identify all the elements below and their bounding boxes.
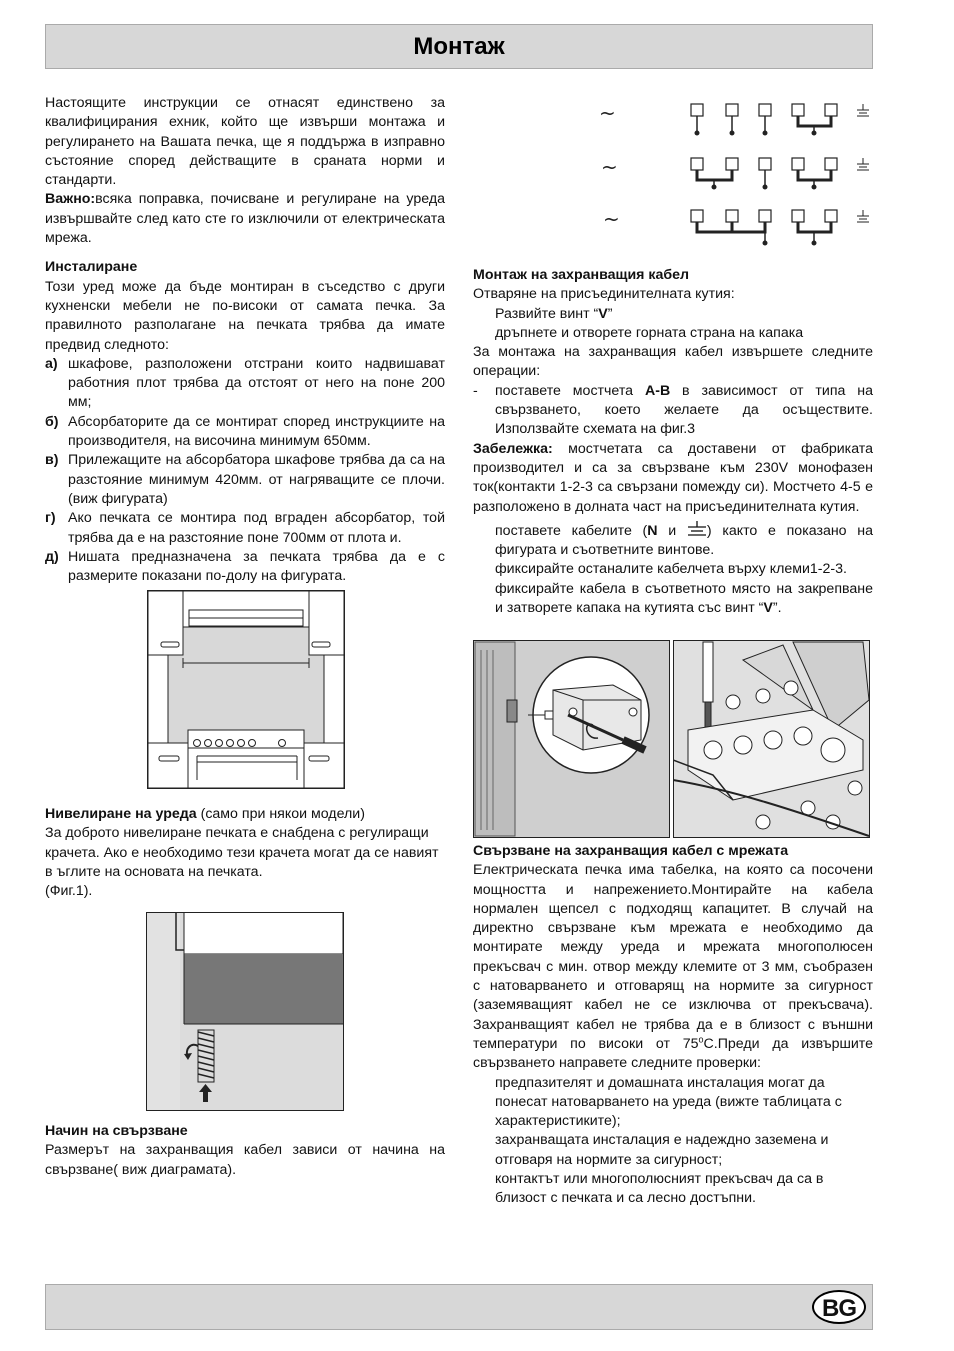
mains-heading: Свързване на захранващия кабел с мрежата [473, 843, 789, 859]
earth-icon [687, 521, 707, 537]
leveling-paragraph: За доброто нивелиране печката е снабдена с регулиращи крачета. Ако е необходимо тези крачета могат да се навият в ъглите на основата на печката. [45, 825, 439, 880]
place-cables-step: поставете кабелите (N и ) както е показано на фигурата и съответните винтове. [495, 522, 874, 559]
leveling-foot-figure [146, 912, 344, 1111]
mount-ops-text: За монтажа на захранващия кабел извършете следните операции: [473, 344, 873, 380]
fix-cable-step: фиксирайте кабела в съответното място на закрепване и затворете капака на кутията със винт “V”. [495, 580, 873, 617]
language-badge: BG [812, 1290, 866, 1324]
earth-icon [857, 104, 869, 222]
fix-wires-step: фиксирайте останалите кабелчета върху клеми1-2-3. [495, 561, 847, 578]
left-column [45, 94, 445, 586]
list-item: захранващата инсталация е надеждно заземена и отговаря на нормите за сигурност; [495, 1132, 829, 1168]
list-item: г) Ако печката се монтира под вграден абсорбатор, той трябва да е на разстояние поне 700мм от плота и. [45, 510, 445, 546]
right-column [473, 266, 873, 618]
install-paragraph: Този уред може да бъде монтиран в съседство с други кухненски мебели не по-високи от самата печка. За правилното разполагане на печката трябва да имате предвид следното: [45, 278, 445, 353]
leveling-heading: Нивелиране на уреда [45, 806, 197, 822]
list-item: контактът или многополюсният прекъсвач да са в близост с печката и са лесно достъпни. [495, 1171, 824, 1207]
leveling-heading-line [45, 805, 445, 824]
ac-symbol: ~ [599, 101, 616, 125]
install-heading: Инсталиране [45, 259, 138, 276]
unscrew-step: Развийте винт “V” [495, 305, 613, 322]
leveling-section [45, 805, 445, 901]
important-text: всяка поправка, почисване и регулиране на уреда извършвайте след като сте го изключили от електрическата мрежа. [45, 191, 445, 247]
kitchen-niche-figure [147, 590, 345, 789]
cable-heading: Монтаж на захранващия кабел [473, 267, 690, 283]
important-paragraph [45, 190, 445, 248]
note-paragraph: Забележка: мостчетата са доставени от фабриката производител и са за свързване към 230V монофазен ток(контакти 1-2-3 са свързани помежду си). Мостчето 4-5 е разположено в долната част на присъединителната кутия. [473, 440, 873, 515]
intro-paragraph: Настоящите инструкции се отнасят единствено за квалифицирания ехник, който ще извърши монтажа и регулирането на Вашата печка, ще я поддържа в изправно състояние според действащите в сраната норми и стандарти. [45, 95, 445, 189]
list-item: б) Абсорбаторите да се монтират според инструкциите на производителя, на височина минимум 650мм. [45, 413, 445, 450]
note-label: Забележка: [473, 440, 553, 457]
connection-paragraph: Размерът на захранващия кабел зависи от начина на свързване( виж диаграмата). [45, 1142, 445, 1178]
junction-box-figure-right [673, 640, 870, 838]
list-item: д) Нишата предназначена за печката трябва да е с размерите показани по-долу на фигурата. [45, 548, 445, 585]
list-item: предпазителят и домашната инсталация могат да понесат натоварването на уреда (вижте таблицата с характеристиките); [495, 1074, 842, 1130]
connection-section [45, 1122, 445, 1180]
junction-box-figure-left [473, 640, 670, 838]
ac-symbol: ~ [601, 155, 618, 179]
connection-heading: Начин на свързване [45, 1123, 188, 1139]
open-box-text: Отваряне на присъединителната кутия: [473, 286, 735, 303]
bridge-step: - поставете мостчета A-B в зависимост от типа на свързването, което желаете да осъществите. Използвайте схемата на фиг.3 [473, 382, 873, 438]
wiring-diagram [595, 96, 875, 248]
list-item: а) шкафове, разположени отстрани които надвишават работния плот трябва да отстоят от него на поне 200 мм; [45, 355, 445, 411]
list-item: в) Прилежащите на абсорбатора шкафове трябва да са на разстояние минимум 420мм. от нагряващите се плочи.(виж фигурата) [45, 452, 445, 507]
leveling-note: (само при някои модели) [196, 806, 365, 822]
leveling-fig-ref: (Фиг.1). [45, 883, 93, 900]
ac-symbol: ~ [603, 207, 620, 231]
page-title: Монтаж [413, 33, 505, 60]
mains-section [473, 842, 873, 1209]
footer-bar [45, 1284, 873, 1330]
pull-step: дръпнете и отворете горната страна на капака [495, 324, 804, 341]
important-label: Важно: [45, 191, 96, 208]
mains-paragraph: Електрическата печка има табелка, на която са посочени мощността и напрежението.Монтирайте на кабела нормален щепсел с подходящ капацитет. В случай на директно свързване към мрежата е необходимо да монтирате между уреда и мрежата многополюсен прекъсвач с мин. отвор между клемите от 3 мм, съобразен с натоварването и отговарящ на нормите за сигурност (заземяващият кабел не се изключва от прекъсвача). Захранващият кабел не трябва да е в близост с външни температури по високи от 75$^o$С.Преди да извършите свързването направете следните проверки: [473, 862, 873, 1072]
title-bar [45, 24, 873, 69]
